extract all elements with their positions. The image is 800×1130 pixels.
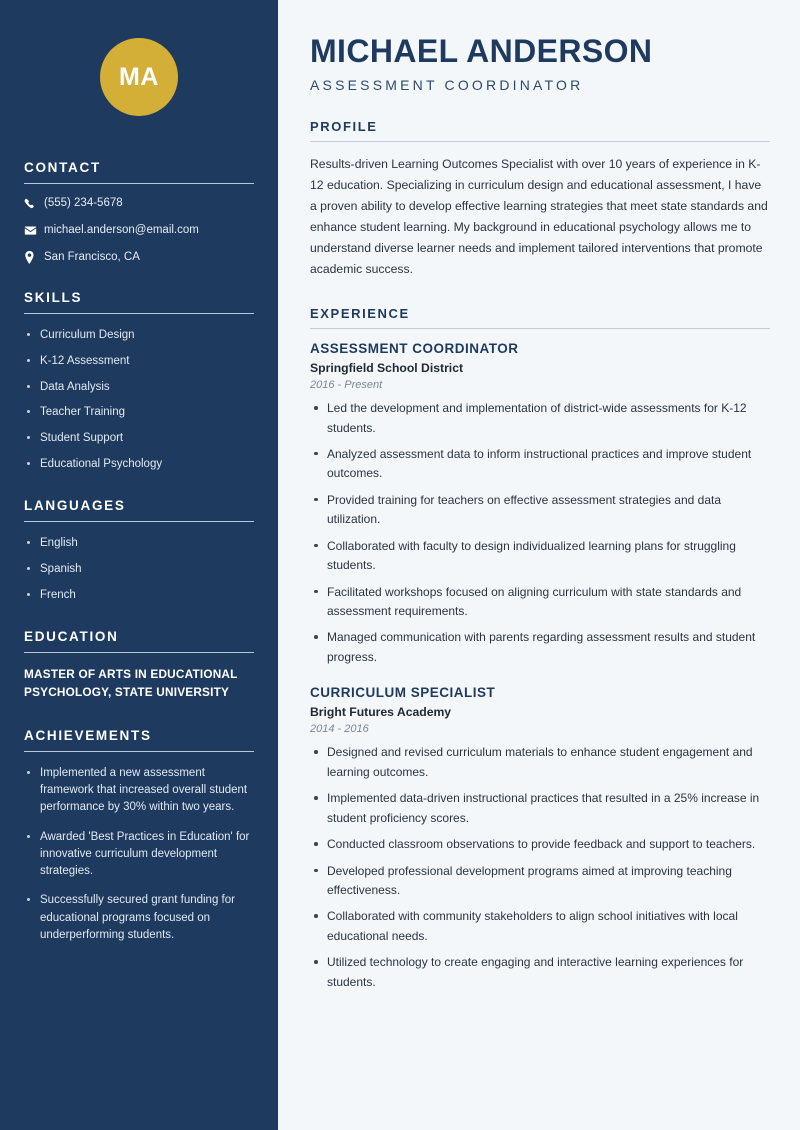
list-item: Led the development and implementation of district-wide assessments for K-12 students.: [310, 399, 770, 438]
profile-text: Results-driven Learning Outcomes Specialist with over 10 years of experience in K-12 education. Specializing in curriculum design and educational assessment, I have a proven ability to develop effective learning strategies that meet state standards and enhance student learning. My background in educational psychology allows me to understand diverse learner needs and implement tailored interventions that promote academic success.: [310, 157, 768, 277]
experience-dates: 2014 - 2016: [310, 723, 369, 736]
list-item: Implemented a new assessment framework that increased overall student performance by 30% within two years.: [24, 765, 254, 817]
achievements-section: [24, 728, 254, 944]
job-title-subheading: ASSESSMENT COORDINATOR: [310, 77, 584, 94]
list-item: Spanish: [24, 561, 254, 578]
list-item: Student Support: [24, 430, 254, 447]
languages-heading: LANGUAGES: [24, 498, 126, 514]
experience-entry: [310, 685, 770, 992]
experience-dates: 2016 - Present: [310, 379, 383, 392]
contact-item-phone[interactable]: [24, 197, 254, 211]
contact-section: [24, 160, 254, 264]
avatar-initials: MA: [100, 38, 178, 116]
contact-divider: [24, 183, 254, 184]
experience-heading: EXPERIENCE: [310, 306, 410, 322]
list-item: Managed communication with parents regarding assessment results and student progress.: [310, 628, 770, 667]
list-item: Conducted classroom observations to provide feedback and support to teachers.: [310, 835, 770, 854]
contact-phone-value: (555) 234-5678: [44, 197, 123, 209]
list-item: Designed and revised curriculum materials to enhance student engagement and learning outcomes.: [310, 743, 770, 782]
list-item: Curriculum Design: [24, 327, 254, 344]
contact-item-email[interactable]: [24, 224, 254, 238]
list-item: Collaborated with faculty to design individualized learning plans for struggling students.: [310, 537, 770, 576]
skills-heading: SKILLS: [24, 290, 83, 306]
education-divider: [24, 652, 254, 653]
experience-company: Bright Futures Academy: [310, 705, 452, 720]
list-item: French: [24, 587, 254, 604]
list-item: K-12 Assessment: [24, 353, 254, 370]
list-item: Analyzed assessment data to inform instructional practices and improve student outcomes.: [310, 445, 770, 484]
experience-company: Springfield School District: [310, 361, 464, 376]
experience-divider: [310, 328, 770, 329]
page-title: MICHAEL ANDERSON: [310, 33, 653, 69]
experience-section: [310, 306, 770, 992]
list-item: Developed professional development programs aimed at improving teaching effectiveness.: [310, 862, 770, 901]
list-item: English: [24, 535, 254, 552]
achievements-list: [24, 765, 254, 944]
skills-divider: [24, 313, 254, 314]
list-item: Awarded 'Best Practices in Education' for innovative curriculum development strategies.: [24, 829, 254, 881]
languages-divider: [24, 521, 254, 522]
main-content: [278, 0, 800, 1130]
experience-job-title: ASSESSMENT COORDINATOR: [310, 341, 519, 357]
education-entry: MASTER OF ARTS IN EDUCATIONAL PSYCHOLOGY, STATE UNIVERSITY: [24, 667, 238, 700]
skills-list: [24, 327, 254, 472]
profile-section: [310, 119, 770, 280]
experience-bullets: [310, 399, 770, 667]
profile-divider: [310, 141, 770, 142]
experience-bullets: [310, 743, 770, 992]
sidebar: [0, 0, 278, 1130]
list-item: Successfully secured grant funding for educational programs focused on underperforming students.: [24, 892, 254, 944]
phone-icon: [24, 198, 44, 210]
envelope-icon: [24, 224, 44, 237]
list-item: Facilitated workshops focused on aligning curriculum with state standards and assessment requirements.: [310, 583, 770, 622]
list-item: Implemented data-driven instructional practices that resulted in a 25% increase in student proficiency scores.: [310, 789, 770, 828]
experience-entry: [310, 341, 770, 667]
languages-list: [24, 535, 254, 603]
list-item: Utilized technology to create engaging and interactive learning experiences for students.: [310, 953, 770, 992]
list-item: Educational Psychology: [24, 456, 254, 473]
contact-email-value: michael.anderson@email.com: [44, 223, 199, 236]
contact-location-value: San Francisco, CA: [44, 250, 140, 263]
contact-heading: CONTACT: [24, 160, 101, 175]
profile-heading: PROFILE: [310, 119, 378, 135]
list-item: Data Analysis: [24, 379, 254, 396]
education-section: [24, 629, 254, 701]
contact-item-location[interactable]: [24, 251, 254, 265]
list-item: Teacher Training: [24, 404, 254, 421]
experience-job-title: CURRICULUM SPECIALIST: [310, 685, 496, 701]
list-item: Collaborated with community stakeholders to align school initiatives with local educational needs.: [310, 907, 770, 946]
avatar-container: [24, 0, 254, 160]
achievements-heading: ACHIEVEMENTS: [24, 727, 152, 743]
map-pin-icon: [24, 251, 44, 264]
education-heading: EDUCATION: [24, 629, 119, 645]
skills-section: [24, 290, 254, 472]
languages-section: [24, 498, 254, 603]
achievements-divider: [24, 751, 254, 752]
list-item: Provided training for teachers on effective assessment strategies and data utilization.: [310, 491, 770, 530]
